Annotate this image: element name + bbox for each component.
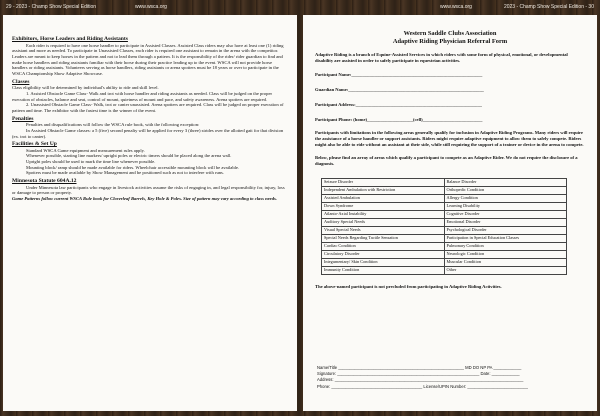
section-title-facilities: Facilities & Set Up (12, 141, 57, 148)
condition-cell[interactable]: Other (444, 266, 567, 274)
penalties-body: Penalties and disqualifications will follow the WSCA rule book, with the following exception: (26, 122, 200, 128)
left-page (3, 15, 297, 411)
instruction-text: Below, please find an array of areas which qualify a participant to compete as an Adaptive Rider. We do not require the disclosure of a diagnosis. (315, 155, 578, 167)
facility-item: Spotters must be made available by Show Management and be positioned such as not to interfere with runs. (26, 170, 224, 176)
left-edition-label: 29 - 2023 - Champ Show Special Edition (6, 4, 97, 10)
condition-cell[interactable]: Neurologic Condition (444, 250, 567, 258)
condition-cell[interactable]: Down Syndrome (322, 202, 445, 210)
condition-cell[interactable]: Assisted Ambulation (322, 194, 445, 202)
right-page (303, 15, 597, 411)
condition-cell[interactable]: Auditory Special Needs (322, 218, 445, 226)
condition-row (322, 242, 567, 250)
section-title-classes: Classes (12, 78, 30, 85)
condition-cell[interactable]: Orthopedic Condition (444, 186, 567, 194)
condition-row (322, 234, 567, 242)
limitations-text: Participants with limitations in the following areas generally qualify for inclusion in Adaptive Riding Programs. Many riders will require the assistance of a horse handler or support assistants. Riders might require adaptive equipment to allow them to safely compete. Riders might also be able to ride without an assistant at their side, while still requiring the support of a trainer or device in the arena to compete. (315, 130, 584, 147)
condition-row (322, 258, 567, 266)
exhibitors-body: Each rider is required to have one horse handler to participate in Assisted Classes. Assisted Class riders may also have at least one (1) riding assistant and more as needed. To participate in Unassisted Classes, each rider is required one assistant to remain in the arena with the competitor. Leaders are meant to keep horses in the pattern and not to lead them through a pattern. It is the responsibility of the rider/ rider guardian to find and make horse handlers and riding assistants familiar with their horse during their practice leading up to the event. WSCA will not provide horse handlers or riding assistants. Volunteers serving as horse handlers, riding assistants or arena spotters must be 18 years or over to participate in the WSCA Championship Show Adaptive Showcase. (12, 42, 284, 76)
section-title-penalties: Penalties (12, 115, 34, 122)
condition-cell[interactable]: Circulatory Disorder (322, 250, 445, 258)
condition-cell[interactable]: Atlanto-Axial Instability (322, 210, 445, 218)
condition-cell[interactable]: Special Needs Regarding Tactile Sensation (322, 234, 445, 242)
condition-row (322, 250, 567, 258)
physician-name-field[interactable]: Name/Title ______________________________________________________ MD DO NP PA ____________ (317, 365, 522, 370)
patterns-note: Game Patterns follow current WSCA Rule book for Cloverleaf Barrels, Key Hole & Poles. Size of pattern may vary according to class needs. (12, 196, 277, 202)
condition-cell[interactable]: Emotional Disorder (444, 218, 567, 226)
rules-column (12, 34, 288, 202)
physician-signature-field[interactable]: Signature: _____________________________________________________________ Date: ____________ (317, 371, 520, 377)
facility-item: Mounting block/ ramp should be made available for riders. Wheelchair accessible mounting block will be available. (26, 164, 240, 170)
condition-cell[interactable]: Integumentary/ Skin Condition (322, 258, 445, 266)
condition-cell[interactable]: Balance Disorder (444, 178, 567, 186)
condition-row (322, 194, 567, 202)
section-title-exhibitors: Exhibitors, Horse Leaders and Riding Assistants (12, 36, 128, 42)
participant-address-field[interactable]: Participant Address:_______________________________________________________ (315, 101, 482, 107)
condition-cell[interactable]: Allergy Condition (444, 194, 567, 202)
facility-item: Upright poles should be used to mark the time line whenever possible. (26, 159, 156, 165)
statement-text: The above-named participant is not precluded from participating in Adaptive Riding Activities. (315, 283, 502, 289)
form-title: Adaptive Riding Physician Referral Form (392, 38, 508, 45)
participant-name-field[interactable]: Participant Name:_________________________________________________________ (315, 72, 483, 78)
guardian-name-field[interactable]: Guardian Name:___________________________________________________________ (315, 87, 484, 93)
physician-signature-block (317, 365, 583, 390)
condition-cell[interactable]: Muscular Condition (444, 258, 567, 266)
section-title-statute: Minnesota Statute 604A.12 (12, 178, 77, 185)
condition-cell[interactable]: Seizure Disorder (322, 178, 445, 186)
condition-cell[interactable]: Cardiac Condition (322, 242, 445, 250)
condition-cell[interactable]: Visual Special Needs (322, 226, 445, 234)
condition-row (322, 186, 567, 194)
right-url-label: www.wsca.org (440, 4, 472, 10)
condition-cell[interactable]: Learning Disability (444, 202, 567, 210)
referral-form (315, 30, 585, 294)
condition-cell[interactable]: Immunity Condition (322, 266, 445, 274)
class-1-text: 1. Assisted Obstacle Game Class- Walk and trot with horse handler and riding assistants as needed. Class will be judged on the proper execution of obstacles, balance and seat, control of mount, quietness of mount and pace, and safety awareness. Arena spotters are required. (12, 90, 273, 102)
conditions-table (321, 178, 567, 275)
facility-item: Whenever possible, starting line markers/ upright poles or electric timers should be placed along the arena wall. (26, 153, 232, 159)
statute-body: Under Minnesota law participants who engage in livestock activities assume the risks of engaging in, and legal responsibility for, injury, loss or damage to person or property. (12, 184, 285, 196)
left-url-label: www.wsca.org (135, 4, 167, 10)
facility-item: Standard WSCA Game equipment and measurement rules apply. (26, 147, 145, 153)
penalties-exception: In Assisted Obstacle Game classes: a 5 (five) second penalty will be applied for every 3 (three) strides over the allotted gait for that division (ex. trot to canter). (12, 127, 284, 139)
physician-address-field[interactable]: Address: _________________________________________________________________________________ (317, 377, 524, 383)
condition-cell[interactable]: Cognitive Disorder (444, 210, 567, 218)
right-edition-label: 2023 - Champ Show Special Edition - 30 (503, 4, 594, 10)
participant-phone-field[interactable]: Participant Phone: (home)____________________(cell)__________________________ (315, 116, 483, 122)
condition-row (322, 266, 567, 274)
condition-row (322, 218, 567, 226)
physician-phone-field[interactable]: Phone: _______________________________________ License/UPIN Number: __________________________ (317, 383, 528, 389)
condition-row (322, 226, 567, 234)
condition-row (322, 202, 567, 210)
condition-cell[interactable]: Pulmonary Condition (444, 242, 567, 250)
form-intro: Adaptive Riding is a branch of Equine-Assisted Services in which riders with some form of physical, emotional, or developmental disability are assisted in order to safely participate in equestrian activities. (315, 52, 568, 63)
condition-cell[interactable]: Participation in Special Education Classes (444, 234, 567, 242)
class-2-text: 2. Unassisted Obstacle Game Class- Walk, trot or canter unassisted. Arena spotters are required. Class will be judged on proper execution of pattern and time. The exhibitor with the fastest time is the winner of the event. (12, 102, 284, 113)
classes-intro: Class eligibility will be determined by individual's ability to ride and skill level. (12, 85, 159, 91)
condition-cell[interactable]: Psychological Disorder (444, 226, 567, 234)
condition-cell[interactable]: Independent Ambulation with Restriction (322, 186, 445, 194)
org-name: Western Saddle Clubs Association (403, 30, 497, 37)
condition-row (322, 178, 567, 186)
condition-row (322, 210, 567, 218)
